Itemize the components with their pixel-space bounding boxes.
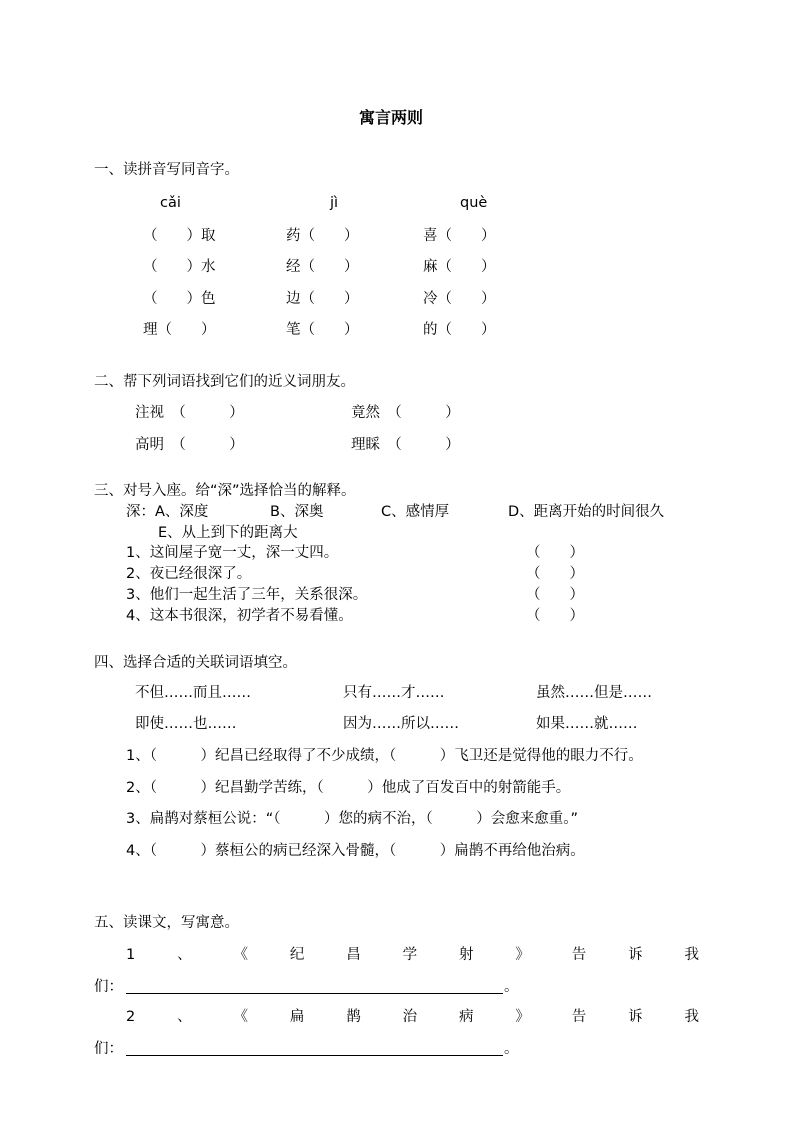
conjunction-pair: 如果……就…… — [536, 716, 638, 732]
justified-char: 鹊 — [346, 1009, 361, 1025]
s1-item: 喜（ ） — [423, 228, 496, 244]
question: 4、这本书很深，初学者不易看懂。 — [126, 608, 353, 624]
pinyin-que: què — [460, 195, 488, 211]
synonym-item: 高明 （ ） — [135, 437, 244, 453]
fill-sentence: 4、（ ）蔡桓公的病已经深入骨髓，（ ）扁鹊不再给他治病。 — [126, 843, 585, 859]
justified-char: 我 — [684, 1009, 699, 1025]
s1-item: 经（ ） — [286, 259, 359, 275]
s1-item: 麻（ ） — [423, 259, 496, 275]
fill-sentence: 2、（ ）纪昌勤学苦练，（ ）他成了百发百中的射箭能手。 — [126, 780, 571, 796]
question: 2、夜已经很深了。 — [126, 566, 252, 582]
answer-line-2[interactable] — [126, 1055, 503, 1056]
justified-char: 、 — [177, 1009, 192, 1025]
section-1-heading: 一、读拼音写同音字。 — [94, 162, 239, 178]
answer-prefix: 们： — [94, 1041, 123, 1057]
answer-suffix: 。 — [504, 979, 519, 995]
conjunction-pair: 只有……才…… — [343, 685, 445, 701]
s1-item: 理（ ） — [143, 322, 216, 338]
section-4-heading: 四、选择合适的关联词语填空。 — [94, 655, 297, 671]
moral-question-2 — [126, 1010, 699, 1025]
section-5-heading: 五、读课文，写寓意。 — [94, 915, 239, 931]
justified-char: 学 — [402, 947, 418, 963]
section-2-heading: 二、帮下列词语找到它们的近义词朋友。 — [94, 374, 355, 390]
justified-char: 我 — [684, 947, 699, 963]
justified-char: 诉 — [628, 1009, 643, 1025]
justified-char: 《 — [233, 1009, 248, 1025]
answer-suffix: 。 — [504, 1041, 519, 1057]
justified-char: 》 — [515, 1009, 530, 1025]
meaning-option: 深：A、深度 — [126, 504, 209, 520]
pinyin-cai: cǎi — [160, 195, 181, 211]
justified-char: 昌 — [346, 947, 361, 963]
synonym-item: 注视 （ ） — [135, 405, 244, 421]
s1-item: 药（ ） — [286, 228, 359, 244]
conjunction-pair: 因为……所以…… — [343, 716, 459, 732]
page-title: 寓言两则 — [359, 108, 424, 127]
justified-char: 1 — [126, 947, 136, 963]
fill-sentence: 3、扁鹊对蔡桓公说：“（ ）您的病不治，（ ）会愈来愈重。” — [126, 811, 578, 827]
s1-item: 的（ ） — [423, 322, 496, 338]
justified-char: 治 — [402, 1009, 418, 1025]
s1-item: 冷（ ） — [423, 291, 496, 307]
meaning-option: E、从上到下的距离大 — [158, 525, 298, 541]
justified-char: 《 — [233, 947, 248, 963]
justified-char: 》 — [515, 947, 530, 963]
justified-char: 、 — [177, 947, 192, 963]
s1-item: 边（ ） — [286, 291, 359, 307]
conjunction-pair: 虽然……但是…… — [536, 685, 652, 701]
justified-char: 诉 — [628, 947, 643, 963]
answer-blank: （ ） — [526, 608, 584, 624]
answer-prefix: 们： — [94, 979, 123, 995]
answer-blank: （ ） — [526, 587, 584, 603]
justified-char: 病 — [458, 1009, 474, 1025]
pinyin-ji: jì — [330, 195, 339, 211]
answer-blank: （ ） — [526, 566, 584, 582]
meaning-option: D、距离开始的时间很久 — [508, 504, 665, 520]
justified-char: 扁 — [289, 1009, 305, 1025]
s1-item: （ ）色 — [143, 291, 216, 307]
question: 1、这间屋子宽一丈，深一丈四。 — [126, 545, 339, 561]
justified-char: 2 — [126, 1009, 136, 1025]
justified-char: 告 — [571, 947, 587, 963]
meaning-option: C、感情厚 — [381, 504, 450, 520]
synonym-item: 竟然 （ ） — [351, 405, 460, 421]
s1-item: （ ）水 — [143, 259, 216, 275]
s1-item: 笔（ ） — [286, 322, 359, 338]
justified-char: 射 — [458, 947, 474, 963]
fill-sentence: 1、（ ）纪昌已经取得了不少成绩，（ ）飞卫还是觉得他的眼力不行。 — [126, 748, 643, 764]
synonym-item: 理睬 （ ） — [351, 437, 460, 453]
moral-question-1 — [126, 948, 699, 963]
s1-item: （ ）取 — [143, 228, 216, 244]
answer-line-1[interactable] — [126, 993, 503, 994]
conjunction-pair: 不但……而且…… — [135, 685, 251, 701]
conjunction-pair: 即使……也…… — [135, 716, 237, 732]
question: 3、他们一起生活了三年，关系很深。 — [126, 587, 368, 603]
justified-char: 告 — [571, 1009, 587, 1025]
section-3-heading: 三、对号入座。给“深”选择恰当的解释。 — [94, 483, 356, 499]
answer-blank: （ ） — [526, 545, 584, 561]
justified-char: 纪 — [289, 947, 305, 963]
meaning-option: B、深奥 — [270, 504, 324, 520]
